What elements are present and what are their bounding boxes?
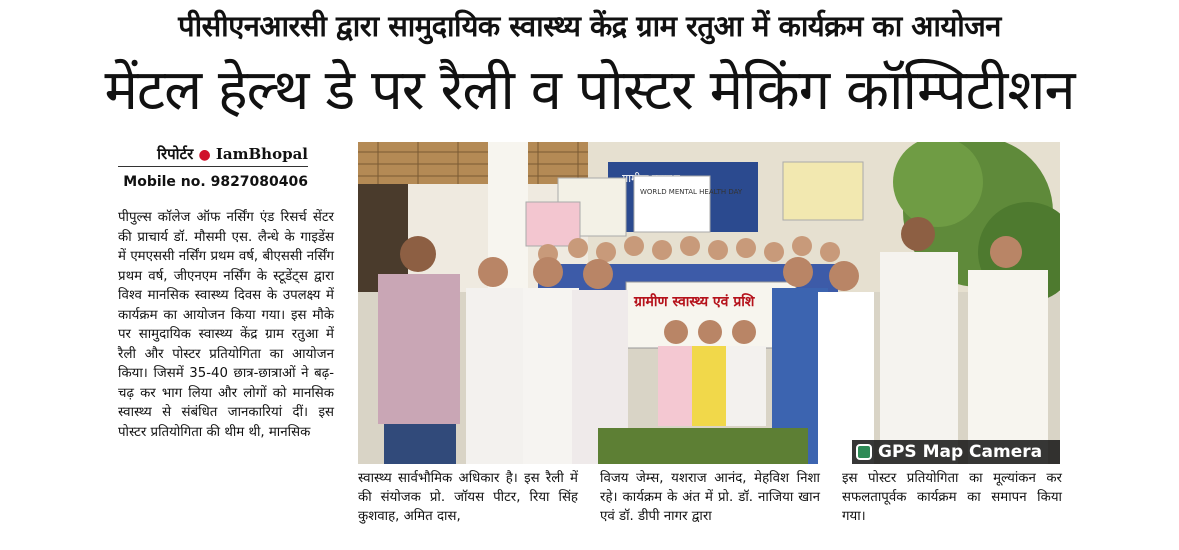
poster-text: WORLD MENTAL HEALTH DAY [640, 188, 743, 196]
kicker-headline: पीसीएनआरसी द्वारा सामुदायिक स्वास्थ्य केंद्र ग्राम रतुआ में कार्यक्रम का आयोजन [178, 9, 1001, 43]
article-column-1: पीपुल्स कॉलेज ऑफ नर्सिंग एंड रिसर्च सेंटर की प्राचार्य डॉ. मौसमी एस. लैन्धे के गाइडेंस में एमएससी नर्सिंग प्रथम वर्ष, बीएससी नर्सिंग प्रथम वर्ष, जीएनएम नर्सिंग के स्टूडेंट्स द्वारा विश्व मानसिक स्वास्थ्य दिवस के उपलक्ष्य में कार्यक्रम का आयोजन किया गया। इस मौके पर सामुदायिक स्वास्थ्य केंद्र ग्राम रतुआ में रैली और पोस्टर प्रतियोगिता का आयोजन किया। जिसमें 35-40 छात्र-छात्राओं ने बढ़-चढ़ कर भाग लिया और लोगों को मानसिक स्वास्थ्य से संबंधित जानकारियां दीं। इस पोस्टर प्रतियोगिता की थीम थी, मानसिक [118, 210, 334, 440]
publication-name: IamBhopal [215, 145, 308, 163]
byline-mobile: Mobile no. 9827080406 [123, 174, 308, 190]
bullet-dot-icon: ● [198, 147, 211, 163]
event-photo [358, 142, 1060, 464]
gps-label: GPS Map Camera [878, 442, 1043, 462]
article-column-3: विजय जेम्स, यशराज आनंद, मेहविश निशा रहे। कार्यक्रम के अंत में प्रो. डॉ. नाजिया खान एवं डॉ. डीपी नागर द्वारा [600, 471, 820, 524]
map-pin-icon [856, 444, 872, 460]
article-column-2: स्वास्थ्य सार्वभौमिक अधिकार है। इस रैली में की संयोजक प्रो. जॉयस पीटर, रिया सिंह कुशवाह, अमित दास, [358, 471, 578, 524]
banner-text: ग्रामीण स्वास्थ्य एवं प्रशि [634, 294, 755, 310]
main-headline: मेंटल हेल्थ डे पर रैली व पोस्टर मेकिंग कॉम्पिटीशन [104, 58, 1075, 123]
byline-reporter [118, 144, 308, 167]
byline [118, 144, 308, 190]
event-photo-illustration [358, 142, 1060, 464]
article-column-4: इस पोस्टर प्रतियोगिता का मूल्यांकन कर सफलतापूर्वक कार्यक्रम का समापन किया गया। [842, 471, 1062, 524]
reporter-label: रिपोर्टर [157, 145, 194, 163]
gps-watermark [852, 440, 1060, 464]
